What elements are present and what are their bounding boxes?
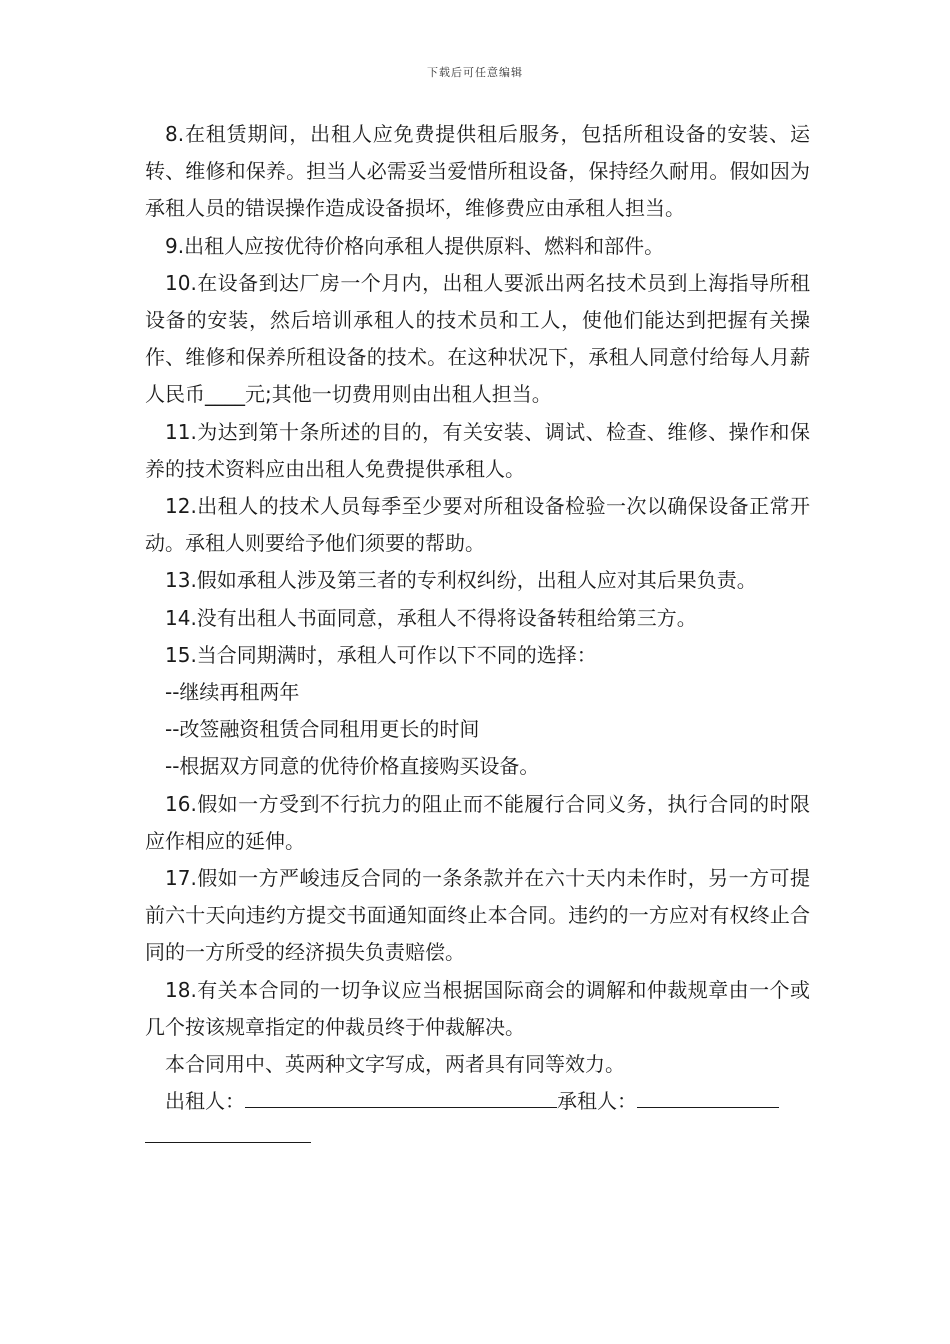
lessee-signature-blank[interactable] — [637, 1085, 779, 1108]
language-clause: 本合同用中、英两种文字写成，两者具有同等效力。 — [165, 1052, 625, 1077]
clause-14: 14.没有出租人书面同意，承租人不得将设备转租给第三方。 — [165, 605, 697, 630]
page-header-note: 下载后可任意编辑 — [427, 66, 523, 79]
option-renew: --继续再租两年 — [165, 680, 300, 705]
clause-9: 9.出租人应按优待价格向承租人提供原料、燃料和部件。 — [165, 233, 665, 258]
option-finance-lease: --改签融资租赁合同租用更长的时间 — [165, 717, 480, 742]
clause-15: 15.当合同期满时，承租人可作以下不同的选择： — [165, 642, 597, 667]
clause-10: 10.在设备到达厂房一个月内，出租人要派出两名技术员到上海指导所租设备的安装，然后培训承租人的技术员和工人，使他们能达到把握有关操作、维修和保养所租设备的技术。在这种状况下，承租人同意付给每人月薪人民币____元;其他一切费用则由出租人担当。 — [145, 270, 810, 407]
clause-18: 18.有关本合同的一切争议应当根据国际商会的调解和仲裁规章由一个或几个按该规章指定的仲裁员终于仲裁解决。 — [145, 977, 810, 1039]
signature-continuation — [145, 1120, 810, 1157]
lessor-label: 出租人： — [165, 1089, 245, 1114]
lessee-label: 承租人： — [557, 1089, 637, 1114]
lessor-signature-blank[interactable] — [245, 1085, 557, 1108]
lessee-signature-blank-continued[interactable] — [145, 1120, 311, 1143]
clause-11: 11.为达到第十条所述的目的，有关安装、调试、检查、维修、操作和保养的技术资料应由出租人免费提供承租人。 — [145, 419, 810, 481]
document-body — [145, 116, 810, 1157]
clause-8: 8.在租赁期间，出租人应免费提供租后服务，包括所租设备的安装、运转、维修和保养。担当人必需妥当爱惜所租设备，保持经久耐用。假如因为承租人员的错误操作造成设备损坏，维修费应由承租人担当。 — [145, 122, 810, 221]
clause-16: 16.假如一方受到不行抗力的阻止而不能履行合同义务，执行合同的时限应作相应的延伸。 — [145, 791, 810, 853]
clause-13: 13.假如承租人涉及第三者的专利权纠纷，出租人应对其后果负责。 — [165, 568, 757, 593]
clause-12: 12.出租人的技术人员每季至少要对所租设备检验一次以确保设备正常开动。承租人则要给予他们须要的帮助。 — [145, 494, 810, 556]
clause-17: 17.假如一方严峻违反合同的一条条款并在六十天内未作时，另一方可提前六十天向违约方提交书面通知面终止本合同。违约的一方应对有权终止合同的一方所受的经济损失负责赔偿。 — [145, 866, 810, 965]
option-purchase: --根据双方同意的优待价格直接购买设备。 — [165, 754, 540, 779]
signature-line — [145, 1083, 810, 1120]
